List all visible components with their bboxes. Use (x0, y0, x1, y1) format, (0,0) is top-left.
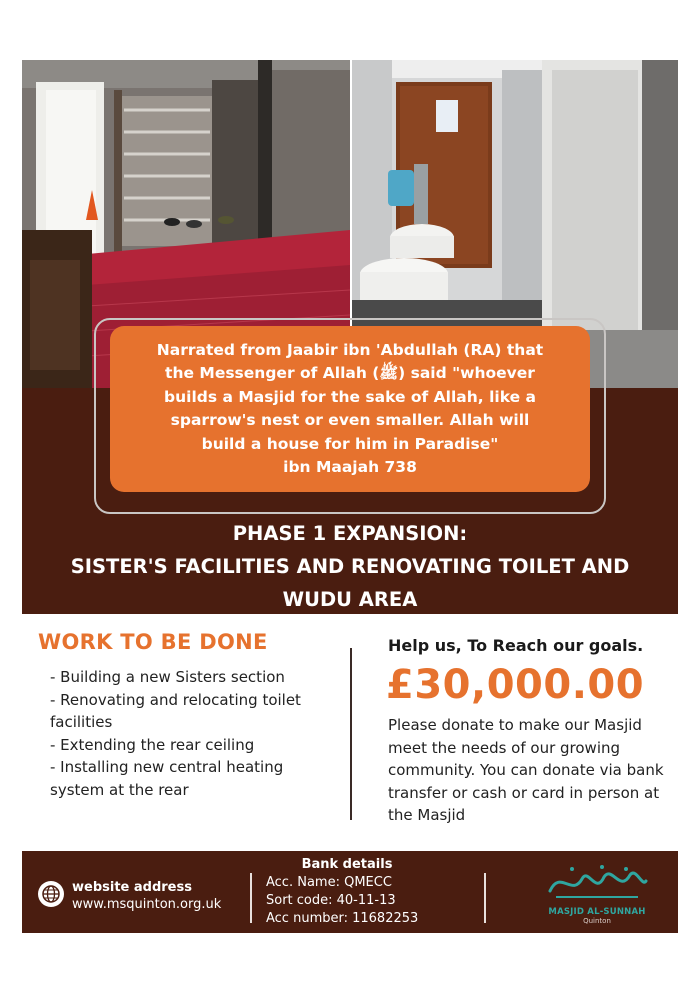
list-item: - Renovating and relocating toilet facilities (50, 690, 301, 731)
work-list (50, 666, 340, 801)
help-title: Help us, To Reach our goals. (388, 636, 644, 655)
bank-sort-code: Sort code: 40-11-13 (266, 893, 396, 908)
website-url[interactable]: www.msquinton.org.uk (72, 897, 222, 912)
bank-acc-number: Acc number: 11682253 (266, 911, 419, 926)
footer-divider (484, 873, 486, 923)
quote-line: the Messenger of Allah (ﷺ) said "whoever (165, 364, 535, 382)
calligraphy-logo-icon (542, 861, 652, 903)
list-item: - Building a new Sisters section (50, 668, 285, 686)
work-title: WORK TO BE DONE (38, 630, 268, 654)
footer-divider (250, 873, 252, 923)
masjid-logo (542, 861, 652, 927)
footer (22, 851, 678, 933)
logo-place: Quinton (583, 917, 611, 925)
heading-line-1: PHASE 1 EXPANSION: (232, 522, 468, 545)
quote-line: sparrow's nest or even smaller. Allah will (170, 411, 530, 429)
heading-line-3: WUDU AREA (282, 588, 418, 611)
phase-heading (22, 517, 678, 616)
target-amount: £30,000.00 (386, 662, 645, 708)
hadith-quote (110, 326, 590, 492)
website-label: website address (72, 880, 192, 895)
section-divider (350, 648, 352, 820)
logo-name: MASJID AL-SUNNAH (548, 907, 646, 917)
quote-source: ibn Maajah 738 (283, 458, 417, 476)
donate-text: Please donate to make our Masjid meet the needs of our growing community. You can donate via bank transfer or cash or card in person at the Masjid (388, 716, 664, 824)
globe-icon (38, 881, 64, 907)
heading-line-2: SISTER'S FACILITIES AND RENOVATING TOILET AND (70, 555, 630, 578)
list-item: - Extending the rear ceiling (50, 735, 255, 754)
list-item: - Installing new central heating system at the rear (50, 758, 284, 799)
bank-title: Bank details (301, 857, 393, 872)
bank-acc-name: Acc. Name: QMECC (266, 875, 392, 890)
quote-line: build a house for him in Paradise" (201, 434, 499, 453)
quote-line: builds a Masjid for the sake of Allah, like a (164, 387, 536, 406)
quote-line: Narrated from Jaabir ibn 'Abdullah (RA) that (156, 340, 544, 359)
